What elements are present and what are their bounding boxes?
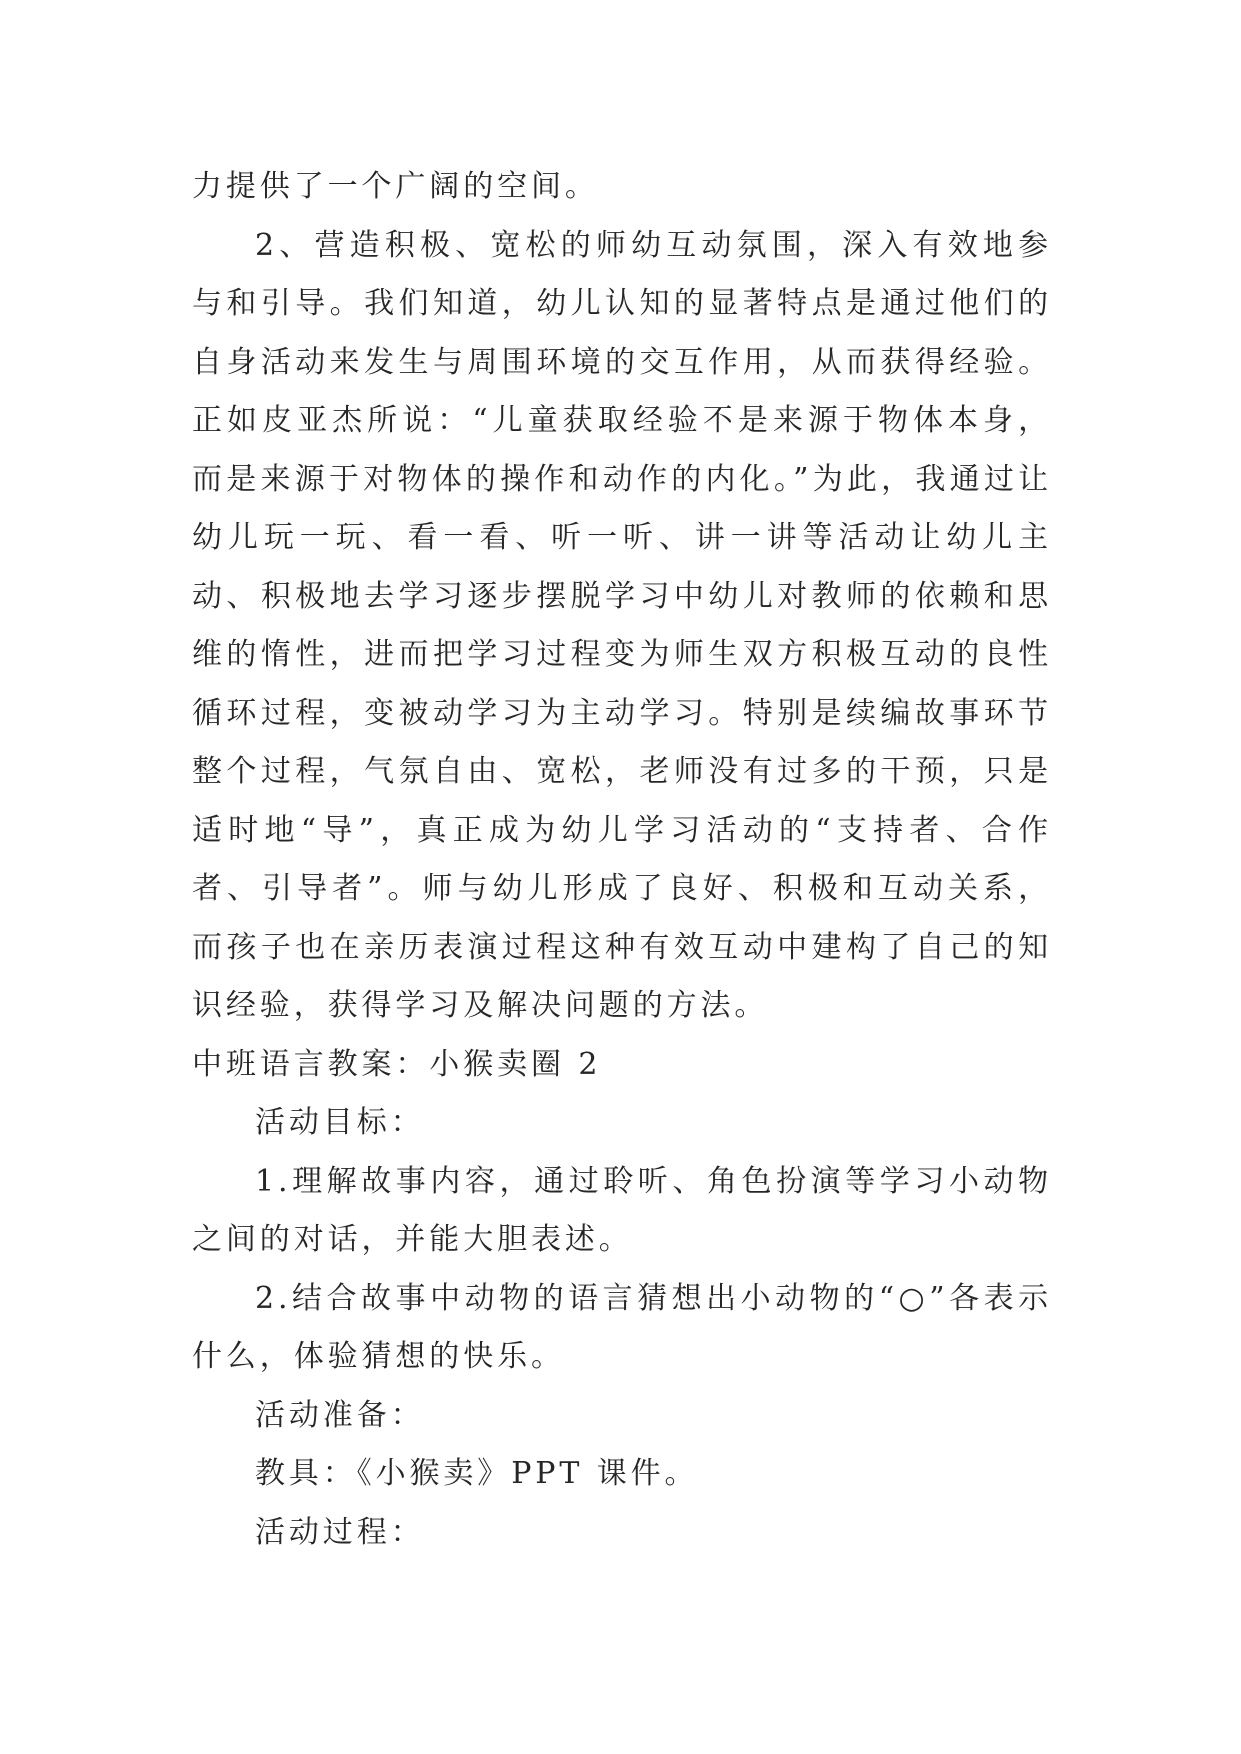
- goals-heading: 活动目标：: [255, 1105, 425, 1140]
- preparation-heading: 活动准备：: [255, 1397, 425, 1433]
- paragraph-continuation: 力提供了一个广阔的空间。: [192, 169, 599, 204]
- preparation-item: 教具：《小猴卖》PPT 课件。: [255, 1456, 699, 1491]
- goal-item-2: 2.结合故事中动物的语言猜想出小动物的“○”各表示什么，体验猜想的快乐。: [192, 1280, 1052, 1374]
- goal-item-1: 1.理解故事内容，通过聆听、角色扮演等学习小动物之间的对话，并能大胆表述。: [192, 1163, 1052, 1257]
- document-body: [192, 158, 1052, 1562]
- process-heading: 活动过程：: [255, 1514, 425, 1550]
- section-title: 中班语言教案：小猴卖圈 2: [192, 1046, 602, 1082]
- paragraph-reflection-2: 2、营造积极、宽松的师幼互动氛围，深入有效地参与和引导。我们知道，幼儿认知的显著特点是通过他们的自身活动来发生与周围环境的交互作用，从而获得经验。正如皮亚杰所说：“儿童获取经验不是来源于物体本身，而是来源于对物体的操作和动作的内化。”为此，我通过让幼儿玩一玩、看一看、听一听、讲一讲等活动让幼儿主动、积极地去学习逐步摆脱学习中幼儿对教师的依赖和思维的惰性，进而把学习过程变为师生双方积极互动的良性循环过程，变被动学习为主动学习。特别是续编故事环节整个过程，气氛自由、宽松，老师没有过多的干预，只是适时地“导”，真正成为幼儿学习活动的“支持者、合作者、引导者”。师与幼儿形成了良好、积极和互动关系，而孩子也在亲历表演过程这种有效互动中建构了自己的知识经验，获得学习及解决问题的方法。: [192, 227, 1052, 1023]
